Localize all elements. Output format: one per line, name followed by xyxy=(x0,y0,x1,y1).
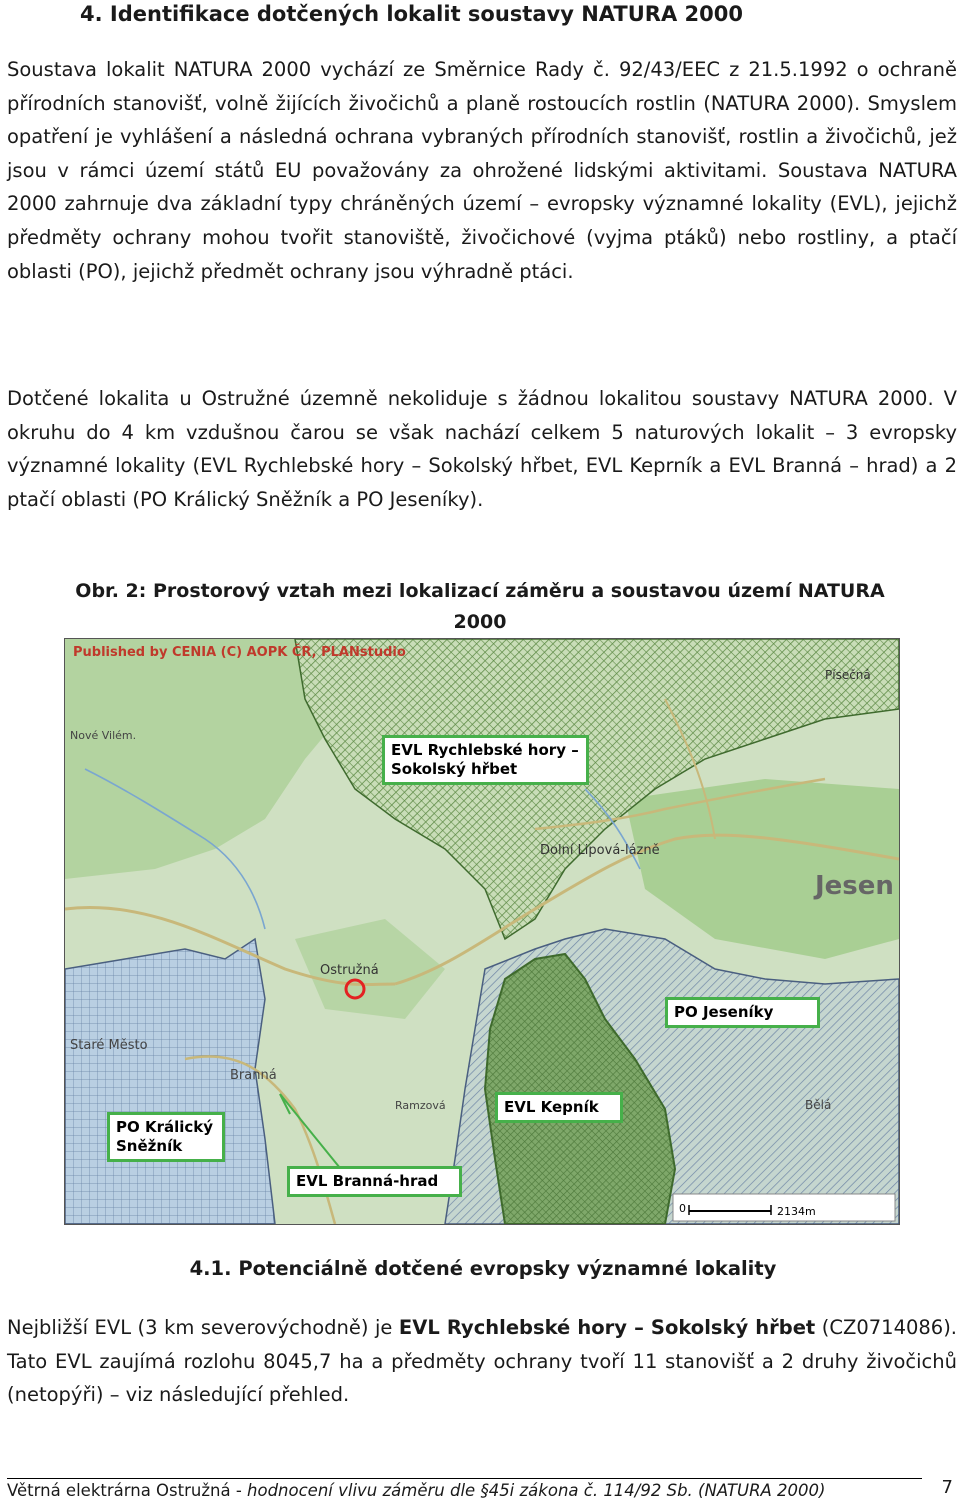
place-pisecna: Písečná xyxy=(825,668,871,682)
scalebar-end: 2134m xyxy=(777,1205,816,1218)
footer-text: Větrná elektrárna Ostružná - hodnocení vlivu záměru dle §45i zákona č. 114/92 Sb. (NATURA 2000) xyxy=(7,1481,826,1500)
subsection-heading: 4.1. Potenciálně dotčené evropsky významné lokality xyxy=(189,1257,777,1280)
label-po-kralicky: PO Králický Sněžník xyxy=(107,1112,225,1162)
place-ostruzna: Ostružná xyxy=(320,963,379,978)
place-bela: Bělá xyxy=(805,1098,832,1112)
natura-map xyxy=(64,638,900,1225)
label-evl-keprnik: EVL Kepník xyxy=(495,1092,623,1123)
place-branna: Branná xyxy=(230,1068,277,1083)
publisher-note: Published by CENIA (C) AOPK ČR, PLANstudio xyxy=(73,645,406,660)
intro-paragraph: Soustava lokalit NATURA 2000 vychází ze Směrnice Rady č. 92/43/EEC z 21.5.1992 o ochraně přírodních stanovišť, volně žijících živočichů a planě rostoucích rostlin (NATURA 2000). Smyslem opatření je vyhlášení a následná ochrana vybraných přírodních stanovišť, rostlin a živočichů, jež jsou v rámci území států EU považovány za ohrožené lidskými aktivitami. Soustava NATURA 2000 zahrnuje dva základní typy chráněných území – evropsky významné lokality (EVL), jejichž předměty ochrany mohou tvořit stanoviště, živočichové (vyjma ptáků) nebo rostliny, a ptačí oblasti (PO), jejichž předmět ochrany jsou výhradně ptáci. xyxy=(7,58,957,283)
nearest-evl-paragraph: Nejbližší EVL (3 km severovýchodně) je EVL Rychlebské hory – Sokolský hřbet (CZ0714086). Tato EVL zaujímá rozlohu 8045,7 ha a předměty ochrany tvoří 11 stanovišť a 2 druhy živočichů (netopýři) – viz následující přehled. xyxy=(7,1316,957,1407)
place-jesenik: Jesen xyxy=(815,871,894,901)
figure-caption-line1: Obr. 2: Prostorový vztah mezi lokalizací záměru a soustavou území NATURA xyxy=(75,580,885,602)
label-evl-branna: EVL Branná-hrad xyxy=(287,1166,462,1197)
place-ramzova: Ramzová xyxy=(395,1099,446,1112)
scalebar-start: 0 xyxy=(679,1202,686,1215)
place-notre: Nové Vilém. xyxy=(70,729,137,742)
place-stare-mesto: Staré Město xyxy=(70,1038,148,1053)
figure-caption-line2: 2000 xyxy=(453,611,507,633)
label-po-jeseniky: PO Jeseníky xyxy=(665,997,820,1028)
page-number: 7 xyxy=(941,1477,953,1498)
label-evl-rychlebske: EVL Rychlebské hory – Sokolský hřbet xyxy=(382,735,589,785)
location-paragraph: Dotčené lokalita u Ostružné územně nekoliduje s žádnou lokalitou soustavy NATURA 2000. V okruhu do 4 km vzdušnou čarou se však nachází celkem 5 naturových lokalit – 3 evropsky významné lokality (EVL Rychlebské hory – Sokolský hřbet, EVL Keprník a EVL Branná – hrad) a 2 ptačí oblasti (PO Králický Sněžník a PO Jeseníky). xyxy=(7,387,957,511)
footer-rule xyxy=(7,1478,922,1479)
place-dova-lazne: Dolní Lipová-lázně xyxy=(540,843,660,858)
section-heading: 4. Identifikace dotčených lokalit soustavy NATURA 2000 xyxy=(80,2,743,26)
